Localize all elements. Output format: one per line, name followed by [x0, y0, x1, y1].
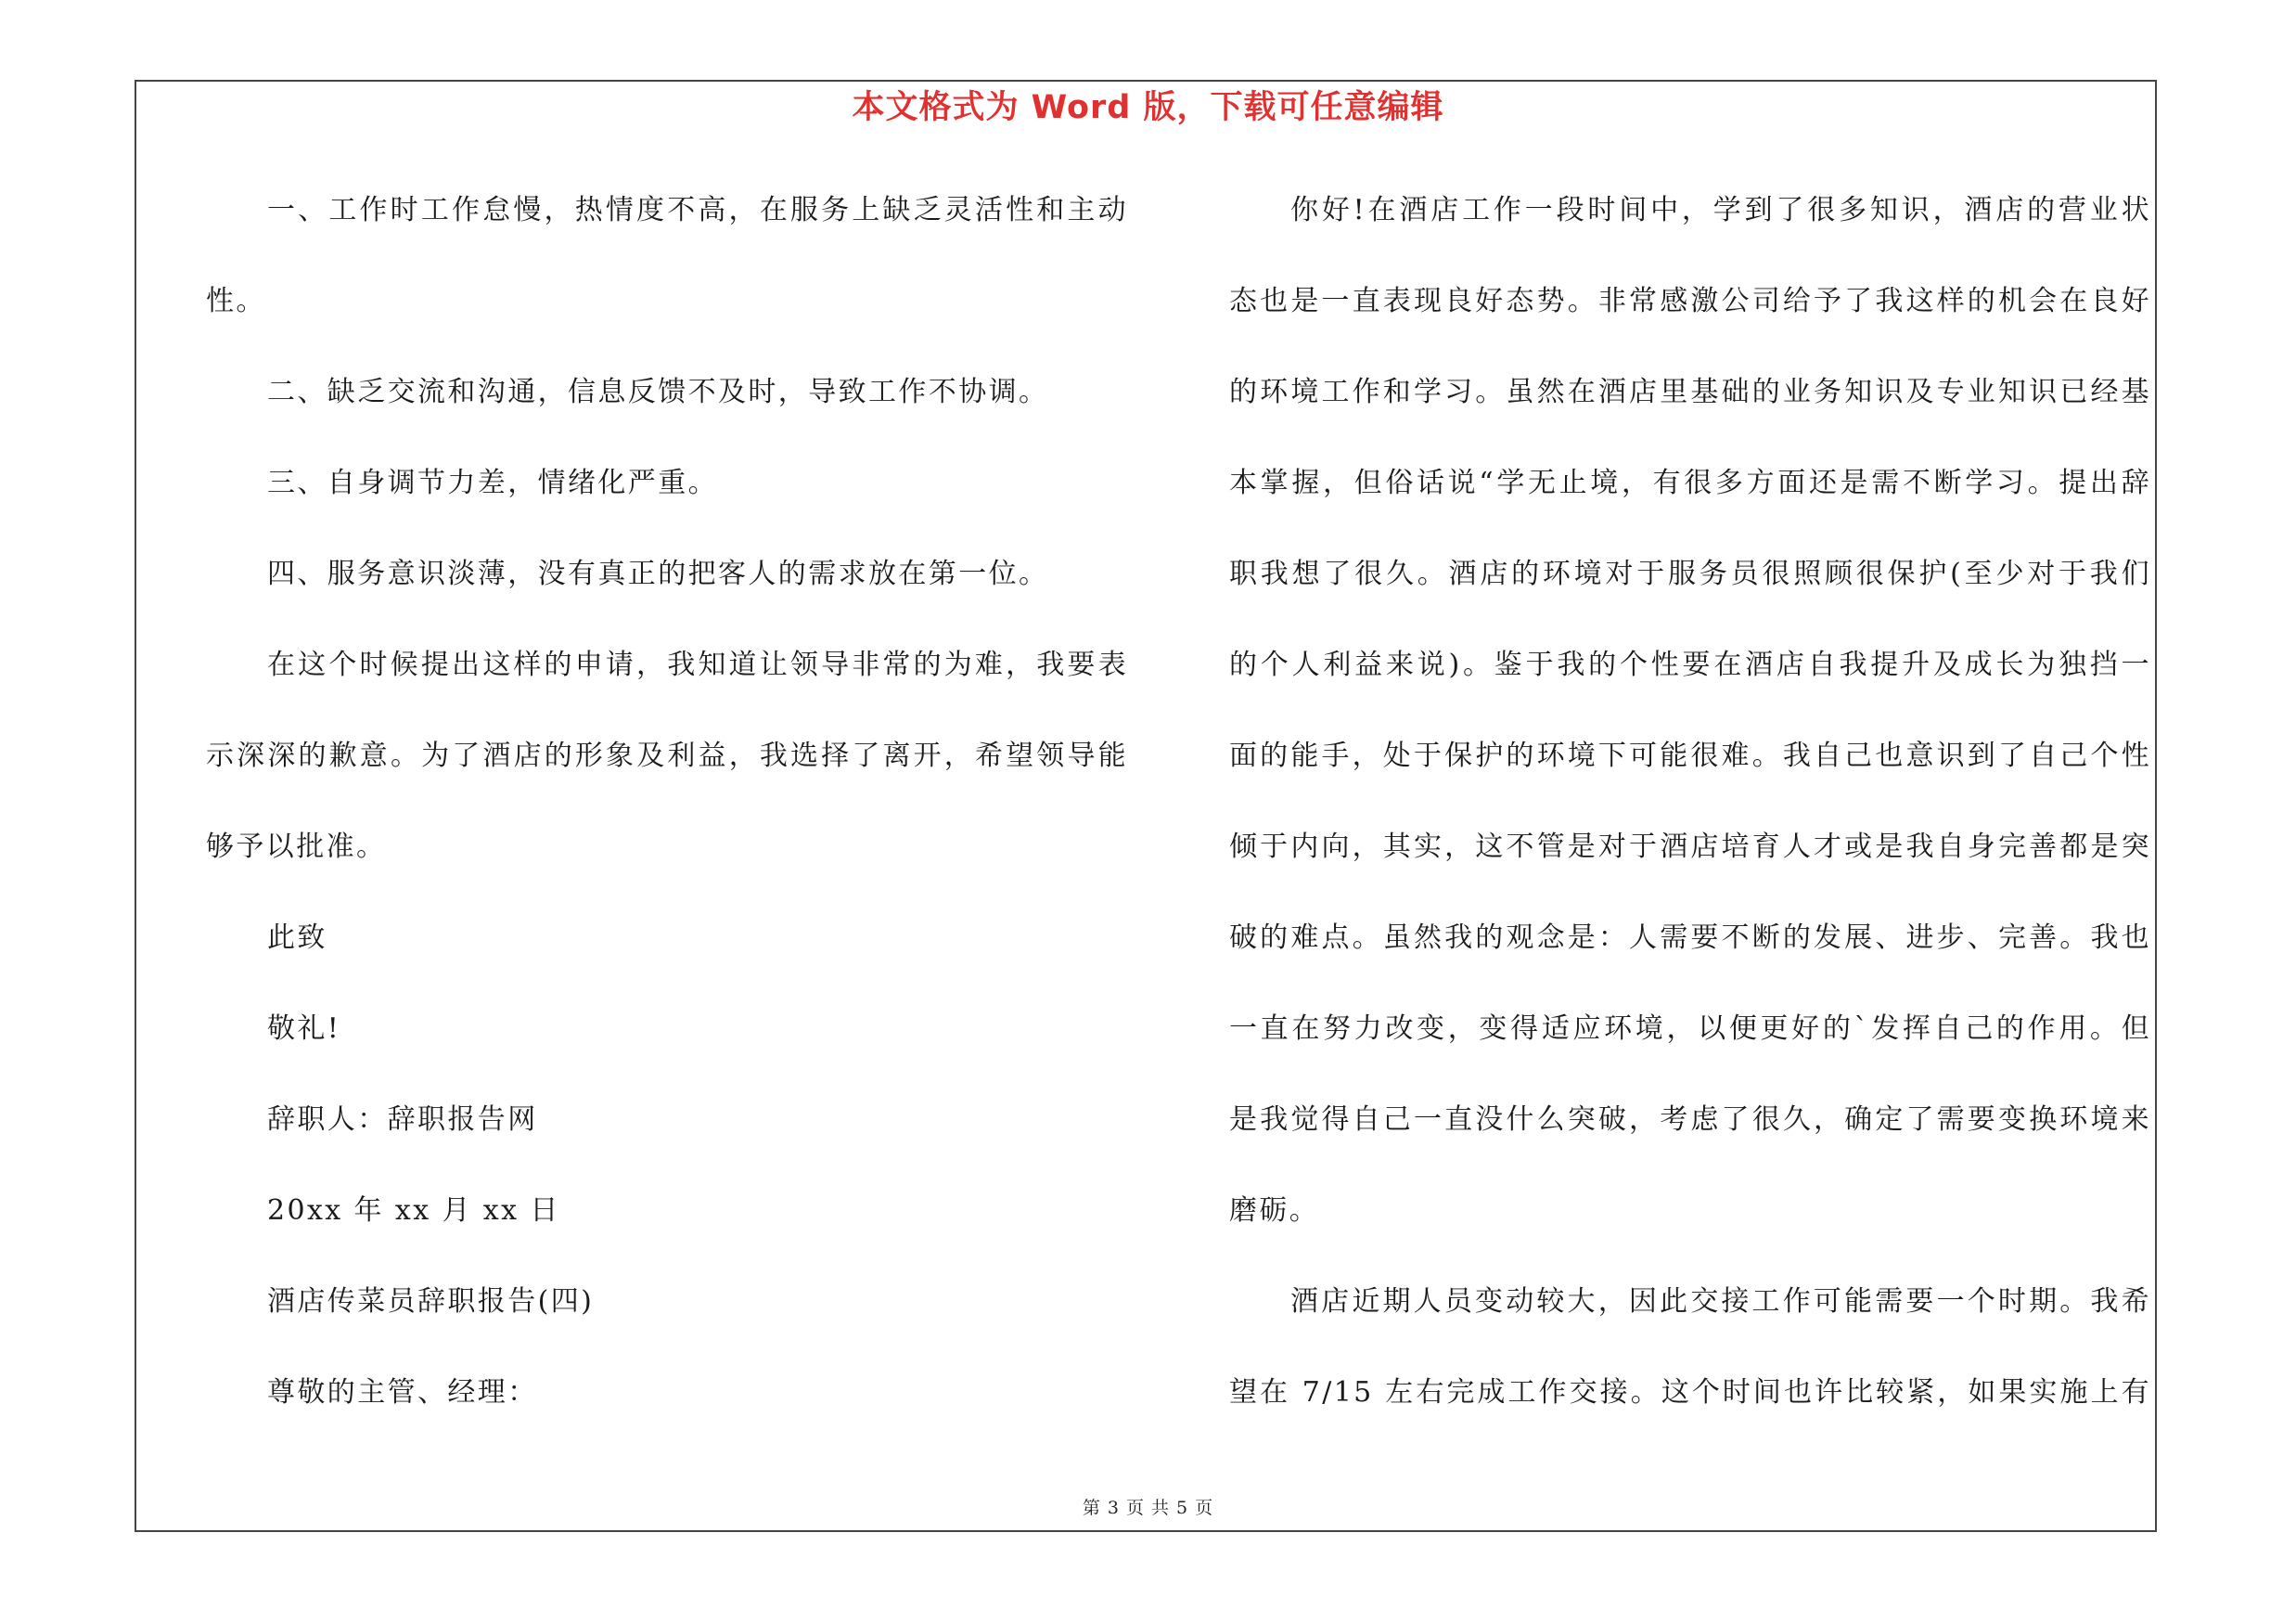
left-column-line: 此致	[267, 921, 327, 954]
right-column-line: 破的难点。虽然我的观念是：人需要不断的发展、进步、完善。我也	[1229, 921, 2151, 954]
right-column-line: 倾于内向，其实，这不管是对于酒店培育人才或是我自身完善都是突	[1229, 831, 2151, 863]
right-column-line: 态也是一直表现良好态势。非常感激公司给予了我这样的机会在良好	[1229, 285, 2151, 317]
right-column-line: 的个人利益来说)。鉴于我的个性要在酒店自我提升及成长为独挡一	[1229, 649, 2151, 681]
right-column	[1229, 184, 2151, 1457]
right-column-line: 磨砺。	[1229, 1194, 1320, 1227]
right-column-line: 本掌握，但俗话说“学无止境，有很多方面还是需不断学习。提出辞	[1229, 467, 2151, 499]
left-column	[206, 184, 1128, 1457]
right-column-line: 你好!在酒店工作一段时间中，学到了很多知识，酒店的营业状	[1290, 194, 2151, 226]
left-column-line: 辞职人：辞职报告网	[267, 1103, 538, 1136]
right-column-line: 是我觉得自己一直没什么突破，考虑了很久，确定了需要变换环境来	[1229, 1103, 2151, 1136]
page-footer: 第 3 页 共 5 页	[1082, 1498, 1214, 1518]
right-column-line: 的环境工作和学习。虽然在酒店里基础的业务知识及专业知识已经基	[1229, 376, 2151, 408]
left-column-line: 一、工作时工作怠慢，热情度不高，在服务上缺乏灵活性和主动	[267, 194, 1128, 226]
left-column-line: 四、服务意识淡薄，没有真正的把客人的需求放在第一位。	[267, 558, 1049, 590]
right-column-line: 一直在努力改变，变得适应环境，以便更好的`发挥自己的作用。但	[1229, 1012, 2151, 1045]
right-column-line: 望在 7/15 左右完成工作交接。这个时间也许比较紧，如果实施上有	[1229, 1376, 2151, 1409]
left-column-line: 示深深的歉意。为了酒店的形象及利益，我选择了离开，希望领导能	[206, 740, 1128, 772]
left-column-line: 酒店传菜员辞职报告(四)	[267, 1285, 595, 1318]
left-column-line: 够予以批准。	[206, 831, 387, 863]
left-column-line: 20xx 年 xx 月 xx 日	[267, 1194, 560, 1227]
left-column-line: 尊敬的主管、经理：	[267, 1376, 538, 1409]
left-column-line: 敬礼!	[267, 1012, 341, 1045]
right-column-line: 酒店近期人员变动较大，因此交接工作可能需要一个时期。我希	[1290, 1285, 2151, 1318]
left-column-line: 在这个时候提出这样的申请，我知道让领导非常的为难，我要表	[267, 649, 1128, 681]
left-column-line: 三、自身调节力差，情绪化严重。	[267, 467, 718, 499]
format-banner: 本文格式为 Word 版，下载可任意编辑	[852, 89, 1444, 126]
right-column-line: 职我想了很久。酒店的环境对于服务员很照顾很保护(至少对于我们	[1229, 558, 2151, 590]
left-column-line: 二、缺乏交流和沟通，信息反馈不及时，导致工作不协调。	[267, 376, 1049, 408]
right-column-line: 面的能手，处于保护的环境下可能很难。我自己也意识到了自己个性	[1229, 740, 2151, 772]
left-column-line: 性。	[206, 285, 266, 317]
